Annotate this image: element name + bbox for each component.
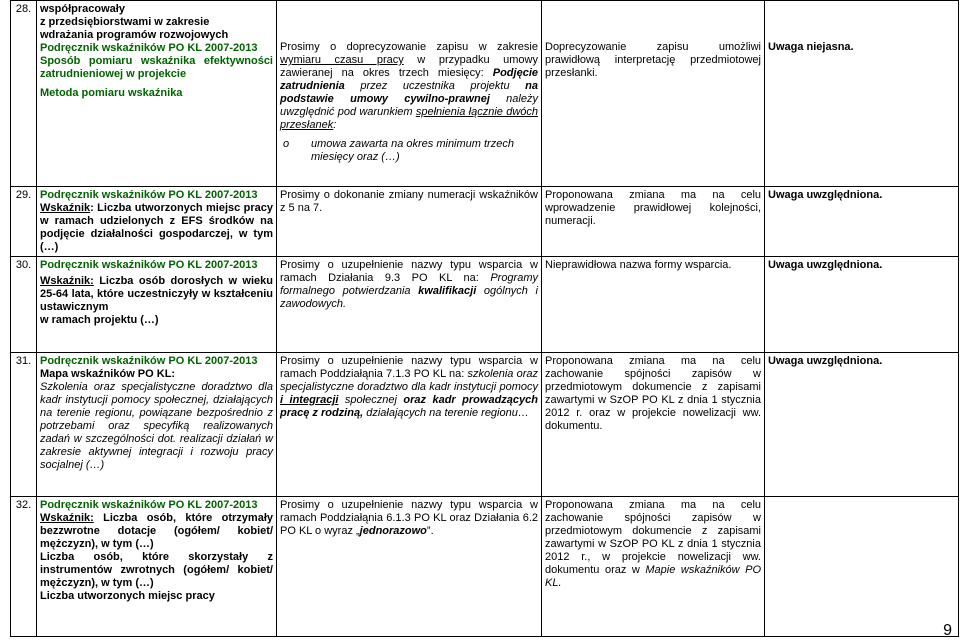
table-row	[11, 257, 959, 353]
status-badge: Uwaga uwzględniona.	[768, 259, 883, 271]
handbook-title: Podręcznik wskaźników PO KL 2007-2013	[40, 259, 258, 271]
handbook-title: Podręcznik wskaźników PO KL 2007-2013	[40, 42, 258, 54]
row-number: 32.	[11, 497, 37, 637]
request-cell: Prosimy o uzupełnienie nazwy typu wsparcia w ramach Poddziałąnia 6.1.3 PO KL oraz Działania 6.2 PO KL o wyraz „jednorazowo”.	[277, 497, 542, 637]
handbook-title: Podręcznik wskaźników PO KL 2007-2013	[40, 189, 258, 201]
decision-cell	[765, 497, 959, 637]
handbook-title: Podręcznik wskaźników PO KL 2007-2013	[40, 355, 258, 367]
table-row	[11, 353, 959, 497]
source-cell: Podręcznik wskaźników PO KL 2007-2013 Wskaźnik: Liczba osób, które otrzymały bezzwrotne dotacje (ogółem/ kobiet/ mężczyzn), w tym (…) Liczba osób, które skorzystały z instrumentów zwrotnych (ogółem/ kobiet/ mężczyzn), w tym (…) Liczba utworzonych miejsc pracy	[37, 497, 277, 637]
request-cell: Prosimy o uzupełnienie nazwy typu wsparcia w ramach Działania 9.3 PO KL na: Programy formalnego potwierdzania kwalifikacji ogólnych i zawodowych.	[277, 257, 542, 353]
row-number: 30.	[11, 257, 37, 353]
table-row	[11, 497, 959, 637]
comments-table	[10, 0, 959, 637]
table-row	[11, 1, 959, 187]
justification-cell: Nieprawidłowa nazwa formy wsparcia.	[542, 257, 765, 353]
page-number: 9	[943, 622, 952, 639]
request-cell: Prosimy o uzupełnienie nazwy typu wsparcia w ramach Poddziałąnia 7.1.3 PO KL na: szkolenia oraz specjalistyczne doradztwo dla kadr instytucji pomocy i integracji społecznej oraz kadr prowadzących pracę z rodziną, działających na terenie regionu…	[277, 353, 542, 497]
row-number: 29.	[11, 187, 37, 257]
handbook-title: Podręcznik wskaźników PO KL 2007-2013	[40, 499, 258, 511]
table-row	[11, 187, 959, 257]
row-number: 31.	[11, 353, 37, 497]
request-cell: Prosimy o doprecyzowanie zapisu w zakresie wymiaru czasu pracy w przypadku umowy zawieranej na okres trzech miesięcy: Podjęcie zatrudnienia przez uczestnika projektu na podstawie umowy cywilno-prawnej należy uwzględnić pod warunkiem spełnienia łącznie dwóch przesłanek: o umowa zawarta na okres minimum trzech miesięcy oraz (…)	[277, 1, 542, 187]
decision-cell	[765, 187, 959, 257]
justification-cell: Proponowana zmiana ma na celu wprowadzenie prawidłowej kolejności, numeracji.	[542, 187, 765, 257]
method-title: Sposób pomiaru wskaźnika efektywności zatrudnieniowej w projekcie	[40, 55, 273, 80]
status-badge: Uwaga uwzględniona.	[768, 355, 883, 367]
request-cell: Prosimy o dokonanie zmiany numeracji wskaźników z 5 na 7.	[277, 187, 542, 257]
source-cell: Podręcznik wskaźników PO KL 2007-2013 Wskaźnik: Liczba osób dorosłych w wieku 25-64 lata, które uczestniczyły w kształceniu ustawicznym w ramach projektu (…)	[37, 257, 277, 353]
source-cell: Podręcznik wskaźników PO KL 2007-2013 Mapa wskaźników PO KL: Szkolenia oraz specjalistyczne doradztwo dla kadr instytucji pomocy społecznej, działających na terenie regionu, powiązane bezpośrednio z potrzebami oraz specyfiką realizowanych zadań w szczególności dot. realizacji działań w zakresie aktywnej integracji i rozwoju pracy socjalnej (…)	[37, 353, 277, 497]
status-badge: Uwaga niejasna.	[768, 41, 854, 53]
status-badge: Uwaga uwzględniona.	[768, 189, 883, 201]
source-cell: Podręcznik wskaźników PO KL 2007-2013 Wskaźnik: Liczba utworzonych miejsc pracy w ramach udzielonych z EFS środków na podjęcie działalności gospodarczej, w tym (…)	[37, 187, 277, 257]
justification-cell: Proponowana zmiana ma na celu zachowanie spójności zapisów w przedmiotowym dokumencie z zapisami zawartymi w SzOP PO KL z dnia 1 stycznia 2012 r. oraz w projekcie nowelizacji ww. dokumentu.	[542, 353, 765, 497]
justification-cell: Proponowana zmiana ma na celu zachowanie spójności zapisów w przedmiotowym dokumencie z zapisami zawartymi w SzOP PO KL z dnia 1 stycznia 2012 r., w projekcie nowelizacji ww. dokumentu oraz w Mapie wskaźników PO KL.	[542, 497, 765, 637]
decision-cell	[765, 257, 959, 353]
source-cell: współpracowały z przedsiębiorstwami w zakresie wdrażania programów rozwojowych Podręcznik wskaźników PO KL 2007-2013 Sposób pomiaru wskaźnika efektywności zatrudnieniowej w projekcie Metoda pomiaru wskaźnika	[37, 1, 277, 187]
decision-cell	[765, 1, 959, 187]
justification-cell: Doprecyzowanie zapisu umożliwi prawidłową interpretację przedmiotowej przesłanki.	[542, 1, 765, 187]
row-number: 28.	[11, 1, 37, 187]
list-item: o umowa zawarta na okres minimum trzech miesięcy oraz (…)	[283, 138, 514, 163]
decision-cell	[765, 353, 959, 497]
